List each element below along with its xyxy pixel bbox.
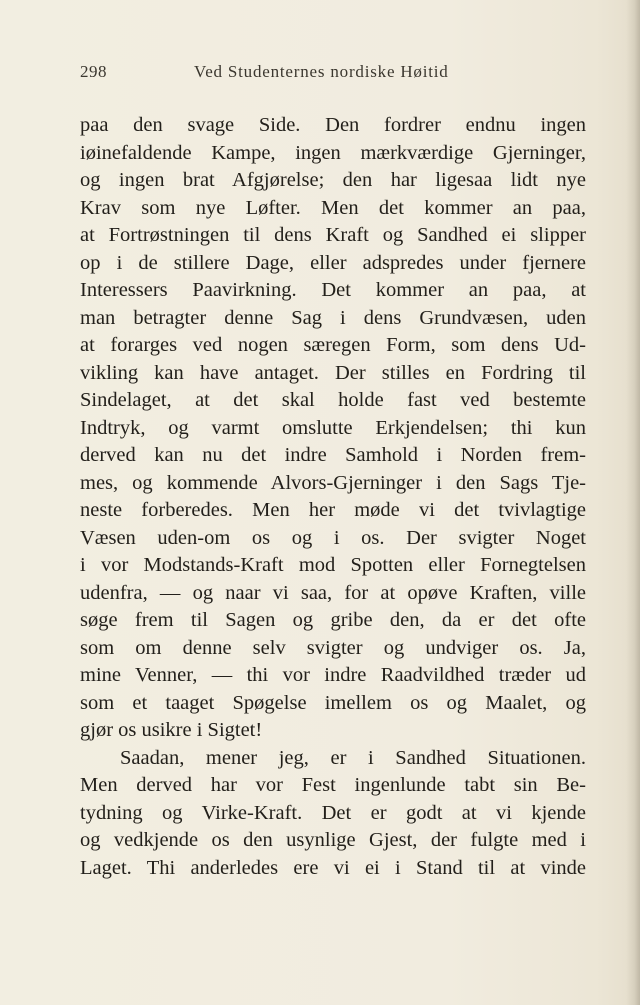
text-line: op i de stillere Dage, eller adspredes under fjernere <box>80 251 586 274</box>
text-line: iøinefaldende Kampe, ingen mærkværdige Gjerninger, <box>80 141 586 164</box>
text-line: i vor Modstands-Kraft mod Spotten eller Fornegtelsen <box>80 554 586 576</box>
page-header <box>80 62 586 88</box>
text-line: Væsen uden-om os og i os. Der svigter Noget <box>80 526 586 549</box>
text-line: mes, og kommende Alvors-Gjerninger i den Sags Tje- <box>80 471 586 494</box>
body-text <box>80 112 586 882</box>
text-line: man betragter denne Sag i dens Grundvæsen, uden <box>80 306 586 329</box>
text-line: tydning og Virke-Kraft. Det er godt at vi kjende <box>80 801 586 824</box>
text-line: at Fortrøstningen til dens Kraft og Sandhed ei slipper <box>80 224 586 246</box>
text-line: vikling kan have antaget. Der stilles en Fordring til <box>80 361 586 384</box>
text-line: mine Venner, — thi vor indre Raadvildhed træder ud <box>80 664 586 686</box>
text-line: at forarges ved nogen særegen Form, som dens Ud- <box>80 334 586 356</box>
text-line: Laget. Thi anderledes ere vi ei i Stand til at vinde <box>80 856 586 879</box>
text-line: søge frem til Sagen og gribe den, da er det ofte <box>80 609 586 631</box>
page-edge-shadow <box>626 0 640 1005</box>
paragraph-last-line: gjør os usikre i Sigtet! <box>80 719 263 741</box>
text-line: udenfra, — og naar vi saa, for at opøve Kraften, ville <box>80 581 586 604</box>
text-line: og ingen brat Afgjørelse; den har ligesaa lidt nye <box>80 169 586 191</box>
page-number: 298 <box>80 62 107 81</box>
text-line: Indtryk, og varmt omslutte Erkjendelsen; thi kun <box>80 416 586 439</box>
text-line: derved kan nu det indre Samhold i Norden frem- <box>80 444 586 466</box>
text-line: Interessers Paavirkning. Det kommer an paa, at <box>80 279 586 301</box>
text-line: som om denne selv svigter og undviger os. Ja, <box>80 636 586 659</box>
running-title: Ved Studenternes nordiske Høitid <box>194 62 449 81</box>
text-line: neste forberedes. Men her møde vi det tvivlagtige <box>80 499 586 521</box>
text-line: Men derved har vor Fest ingenlunde tabt sin Be- <box>80 774 586 796</box>
text-line: Krav som nye Løfter. Men det kommer an paa, <box>80 196 586 219</box>
paragraph-first-line: Saadan, mener jeg, er i Sandhed Situationen. <box>120 746 586 769</box>
text-line: Sindelaget, at det skal holde fast ved bestemte <box>80 389 586 411</box>
text-line: som et taaget Spøgelse imellem os og Maalet, og <box>80 691 586 714</box>
text-line: og vedkjende os den usynlige Gjest, der fulgte med i <box>80 829 586 851</box>
text-line: paa den svage Side. Den fordrer endnu ingen <box>80 114 586 136</box>
